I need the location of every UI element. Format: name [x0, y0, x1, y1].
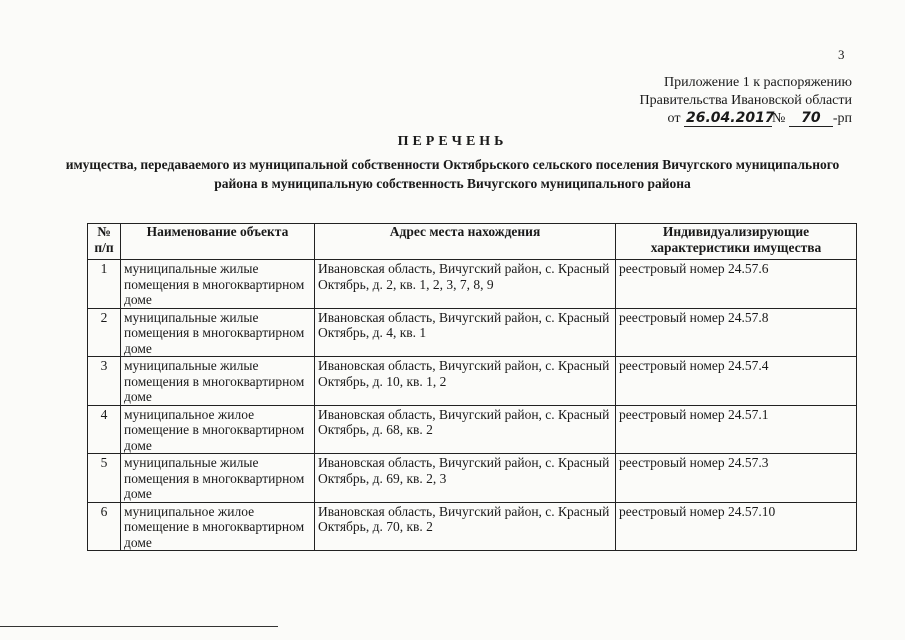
table-header-row: [88, 224, 857, 260]
header-name: Наименование объекта: [121, 224, 315, 260]
row-characteristics: реестровый номер 24.57.3: [616, 454, 857, 503]
number-label: №: [771, 111, 786, 126]
row-characteristics: реестровый номер 24.57.6: [616, 260, 857, 309]
header-number: № п/п: [88, 224, 121, 260]
handwritten-number: 70: [789, 111, 833, 127]
table-row: [88, 308, 857, 357]
row-number: 1: [88, 260, 121, 309]
row-address: Ивановская область, Вичугский район, с. Красный Октябрь, д. 68, кв. 2: [315, 405, 616, 454]
row-number: 5: [88, 454, 121, 503]
row-address: Ивановская область, Вичугский район, с. Красный Октябрь, д. 2, кв. 1, 2, 3, 7, 8, 9: [315, 260, 616, 309]
row-name: муниципальные жилые помещения в многоквартирном доме: [121, 308, 315, 357]
appendix-date-line: [640, 110, 852, 128]
handwritten-date: 26.04.2017: [685, 110, 775, 126]
row-address: Ивановская область, Вичугский район, с. Красный Октябрь, д. 69, кв. 2, 3: [315, 454, 616, 503]
row-address: Ивановская область, Вичугский район, с. Красный Октябрь, д. 4, кв. 1: [315, 308, 616, 357]
row-address: Ивановская область, Вичугский район, с. Красный Октябрь, д. 10, кв. 1, 2: [315, 357, 616, 406]
table-row: [88, 357, 857, 406]
row-characteristics: реестровый номер 24.57.10: [616, 502, 857, 551]
row-characteristics: реестровый номер 24.57.1: [616, 405, 857, 454]
page-number: 3: [838, 47, 845, 62]
row-address: Ивановская область, Вичугский район, с. Красный Октябрь, д. 70, кв. 2: [315, 502, 616, 551]
row-name: муниципальное жилое помещение в многоквартирном доме: [121, 502, 315, 551]
row-name: муниципальные жилые помещения в многоквартирном доме: [121, 260, 315, 309]
from-label: от: [667, 111, 681, 126]
row-number: 3: [88, 357, 121, 406]
footer-rule: [0, 626, 278, 627]
table-row: [88, 454, 857, 503]
row-name: муниципальные жилые помещения в многоквартирном доме: [121, 357, 315, 406]
appendix-line-1: Приложение 1 к распоряжению: [664, 75, 852, 90]
row-number: 4: [88, 405, 121, 454]
header-characteristics: Индивидуализирующие характеристики имущества: [616, 224, 857, 260]
table-row: [88, 405, 857, 454]
header-address: Адрес места нахождения: [315, 224, 616, 260]
row-number: 6: [88, 502, 121, 551]
row-name: муниципальное жилое помещение в многоквартирном доме: [121, 405, 315, 454]
row-number: 2: [88, 308, 121, 357]
row-characteristics: реестровый номер 24.57.8: [616, 308, 857, 357]
table-row: [88, 260, 857, 309]
appendix-block: [640, 74, 852, 128]
appendix-line-2: Правительства Ивановской области: [639, 93, 852, 108]
document-title: ПЕРЕЧЕНЬ: [397, 134, 508, 149]
table-row: [88, 502, 857, 551]
document-subtitle: имущества, передаваемого из муниципальной собственности Октябрьского сельского поселения Вичугского муниципального района в муниципальную собственность Вичугского муниципального района: [65, 157, 840, 191]
row-name: муниципальные жилые помещения в многоквартирном доме: [121, 454, 315, 503]
property-table: [87, 223, 857, 551]
row-characteristics: реестровый номер 24.57.4: [616, 357, 857, 406]
number-suffix: -рп: [832, 111, 852, 126]
